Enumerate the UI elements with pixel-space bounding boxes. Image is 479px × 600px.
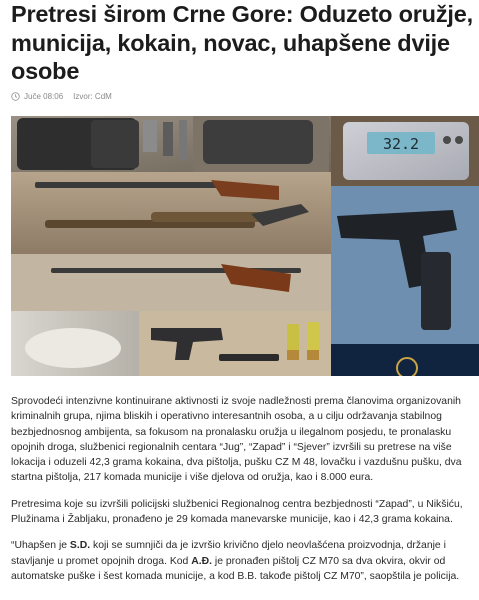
article-title: Pretresi širom Crne Gore: Oduzeto oružje, municija, kokain, novac, uhapšene dvije osobe <box>11 1 473 84</box>
paragraph-3 <box>11 538 475 584</box>
paragraph-2: Pretresima koje su izvršili policijski službenici Regionalnog centra bezbjednosti “Zapad”, u Nikšiću, Plužinama i Žabljaku, pronađeno je 29 komada manevarske municije, kao i 42,3 grama kokaina. <box>11 498 463 526</box>
scale-readout: 32.2 <box>382 135 420 153</box>
collage-image <box>11 116 479 376</box>
article-meta <box>11 90 112 102</box>
paragraph-3-text: “Uhapšen je <box>11 540 70 552</box>
publish-time: Juče 08:06 <box>24 91 64 101</box>
paragraph-3-text: je pronađen pištolj CZ M70 sa dva okvira, okvir od automatske puške i šest komada municije, a kod B.B. takođe pištolj CZ M70”, saopštila je policija. <box>11 555 460 582</box>
clock-icon <box>11 92 20 101</box>
paragraph-1: Sprovodeći intenzivne kontinuirane aktivnosti iz svoje nadležnosti prema članovima organizovanih kriminalnih grupa, njima bliskih i operativno interesantnih osoba, a u cilju održavanja stabilnog bezbjednosnog ambijenta, sa fokusom na pronalasku oružja u ilegalnom posjedu, te pronalasku opojnih droga, službenici regionalnih centara “Jug”, “Zapad” i “Sjever” izvršili su pretrese na više lokacija i oduzeli 42,3 grama kokaina, dva pištolja, pušku CZ M 48, lovačku i vazdušnu pušku, dva startna pištolja, 217 komada municije i više djelova od oružja, kao i 8.000 eura. <box>11 396 462 484</box>
paragraph-3-text: koji se sumnjiči da je izvršio krivično djelo neovlašćena proizvodnja, držanje i stavljanje u promet opojnih droga. Kod <box>11 540 446 567</box>
suspect-initials-sd: S.D. <box>69 540 91 552</box>
article-source: Izvor: CdM <box>73 91 112 101</box>
suspect-initials-ad: A.Đ. <box>191 555 213 567</box>
article-body <box>11 394 475 595</box>
article-photo-collage[interactable] <box>11 116 479 376</box>
